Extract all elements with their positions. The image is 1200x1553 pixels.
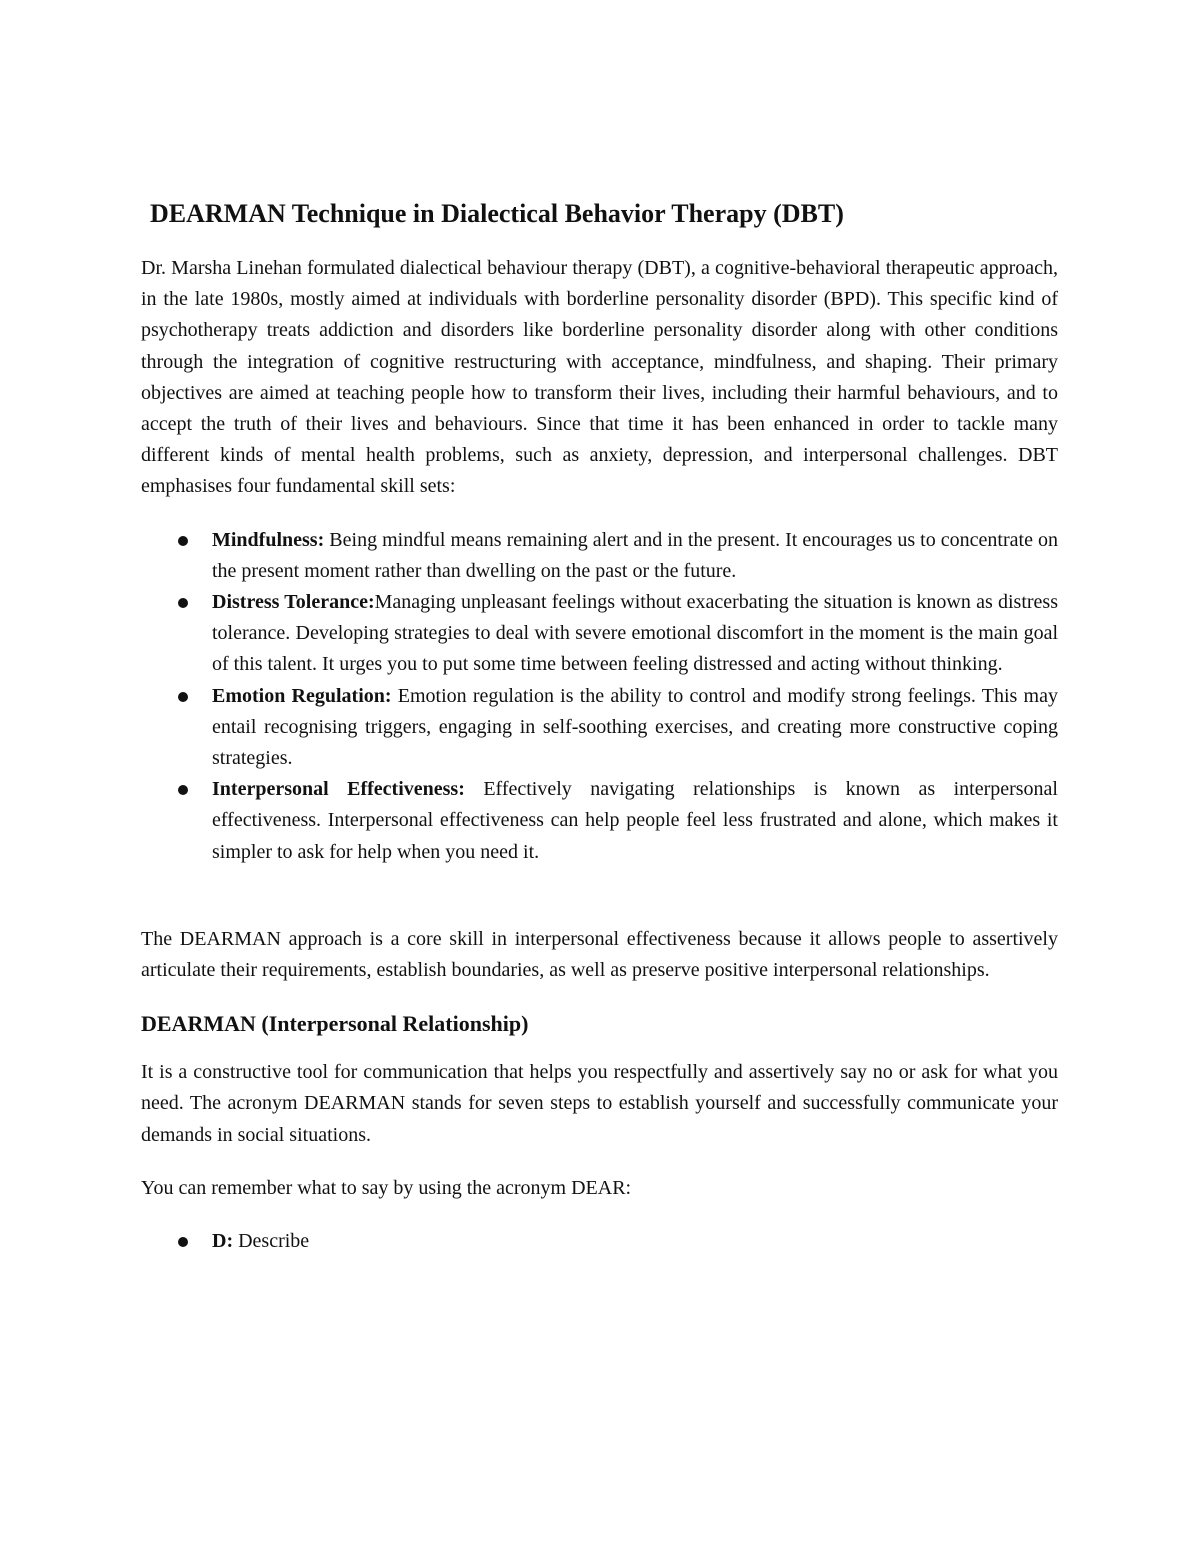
bullet-icon <box>178 785 188 795</box>
dear-list <box>141 1226 1058 1257</box>
list-item-term: D: <box>212 1230 234 1253</box>
section-paragraph-1: It is a constructive tool for communication that helps you respectfully and assertively say no or ask for what you need. The acronym DEARMAN stands for seven steps to establish yourself and successfully communicate your demands in social situations. <box>141 1061 1058 1146</box>
list-item-describe <box>212 1226 1058 1257</box>
list-item-text: Emotion regulation is the ability to control and modify strong feelings. This may entail recognising triggers, engaging in self-soothing exercises, and creating more constructive coping strategies. <box>212 684 1058 770</box>
list-item-emotion-regulation <box>212 681 1058 775</box>
bullet-icon <box>178 598 188 608</box>
dearman-intro-paragraph: The DEARMAN approach is a core skill in interpersonal effectiveness because it allows people to assertively articulate their requirements, establish boundaries, as well as preserve positive interpersonal relationships. <box>141 927 1058 982</box>
list-item-text: Managing unpleasant feelings without exacerbating the situation is known as distress tolerance. Developing strategies to deal with severe emotional discomfort in the moment is the main goal of this talent. It urges you to put some time between feeling distressed and acting without thinking. <box>212 591 1058 676</box>
list-item-interpersonal-effectiveness <box>212 774 1058 868</box>
bullet-icon <box>178 536 188 546</box>
section-heading: DEARMAN (Interpersonal Relationship) <box>141 1011 529 1037</box>
document-page <box>141 196 1058 1257</box>
list-item-term: Emotion Regulation: <box>212 684 392 707</box>
list-item-distress-tolerance <box>212 587 1058 681</box>
list-item-term: Mindfulness: <box>212 528 325 551</box>
bullet-icon <box>178 692 188 702</box>
skill-sets-list <box>141 525 1058 868</box>
list-item-text: Describe <box>233 1230 310 1253</box>
list-item-term: Interpersonal Effectiveness: <box>212 778 465 801</box>
list-item-term: Distress Tolerance: <box>212 591 375 614</box>
intro-paragraph: Dr. Marsha Linehan formulated dialectical behaviour therapy (DBT), a cognitive-behavioral therapeutic approach, in the late 1980s, mostly aimed at individuals with borderline personality disorder (BPD). This specific kind of psychotherapy treats addiction and disorders like borderline personality disorder along with other conditions through the integration of cognitive restructuring with acceptance, mindfulness, and shaping. Their primary objectives are aimed at teaching people how to transform their lives, including their harmful behaviours, and to accept the truth of their lives and behaviours. Since that time it has been enhanced in order to tackle many different kinds of mental health problems, such as anxiety, depression, and interpersonal challenges. DBT emphasises four fundamental skill sets: <box>141 257 1058 498</box>
section-paragraph-2: You can remember what to say by using the acronym DEAR: <box>141 1176 632 1199</box>
list-item-mindfulness <box>212 525 1058 587</box>
list-item-text: Effectively navigating relationships is known as interpersonal effectiveness. Interpersonal effectiveness can help people feel less frustrated and alone, which makes it simpler to ask for help when you need it. <box>212 778 1058 863</box>
bullet-icon <box>178 1237 188 1247</box>
list-item-text: Being mindful means remaining alert and in the present. It encourages us to concentrate on the present moment rather than dwelling on the past or the future. <box>212 528 1058 582</box>
document-title: DEARMAN Technique in Dialectical Behavior Therapy (DBT) <box>150 199 844 228</box>
